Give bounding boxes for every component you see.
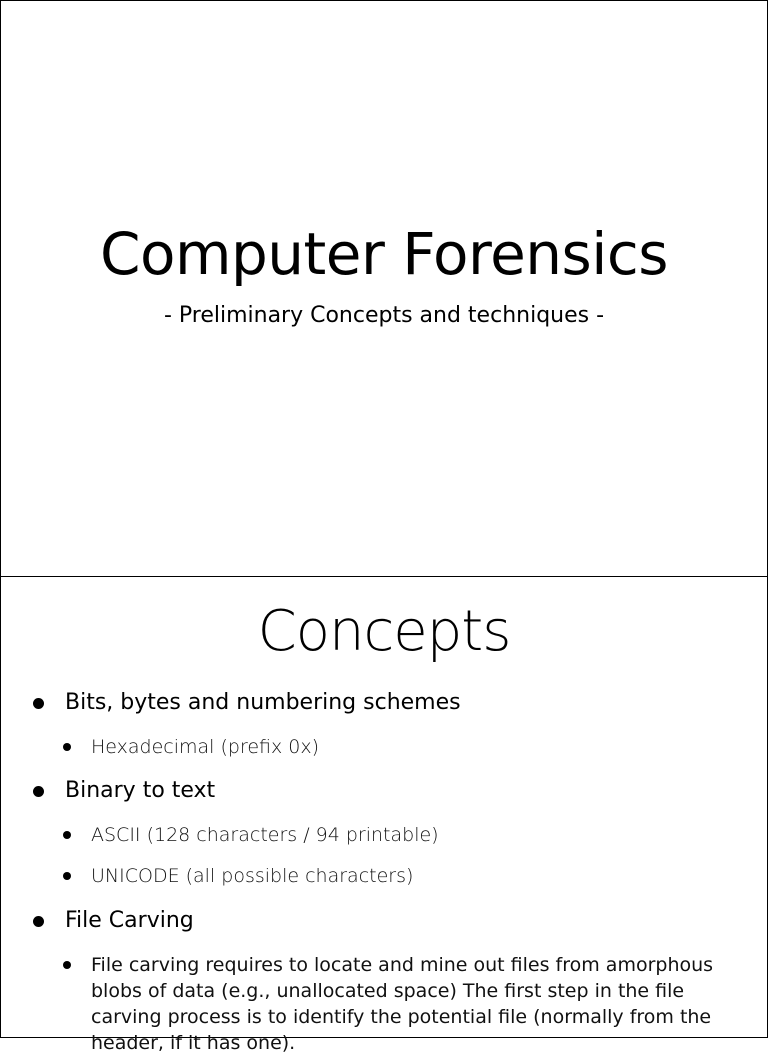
bullet-icon [33,916,44,927]
bullet-item: File Carving [65,908,194,933]
bullet-item: Bits, bytes and numbering schemes [65,690,461,715]
sub-bullet-icon [63,961,71,969]
sub-bullet-icon [63,743,71,751]
slide-title: Concepts [257,599,511,664]
slide-subtitle: - Preliminary Concepts and techniques - [163,303,605,328]
bullet-icon [33,786,44,797]
sub-bullet-icon [63,831,71,839]
sub-bullet-item: UNICODE (all possible characters) [91,865,414,887]
sub-bullet-icon [63,872,71,880]
bullet-item: Binary to text [65,778,216,803]
slide-title: Computer Forensics [100,220,668,288]
sub-bullet-item: ASCII (128 characters / 94 printable) [91,824,439,846]
bullet-icon [33,698,44,709]
sub-bullet-item: File carving requires to locate and mine out files from amorphous blobs of data (e.g., unallocated space) The first step in the file carving process is to identify the potential file (normally from the header, if it has one). [91,954,714,1054]
concepts-slide [0,576,768,1054]
sub-bullet-item: Hexadecimal (prefix 0x) [91,736,320,758]
